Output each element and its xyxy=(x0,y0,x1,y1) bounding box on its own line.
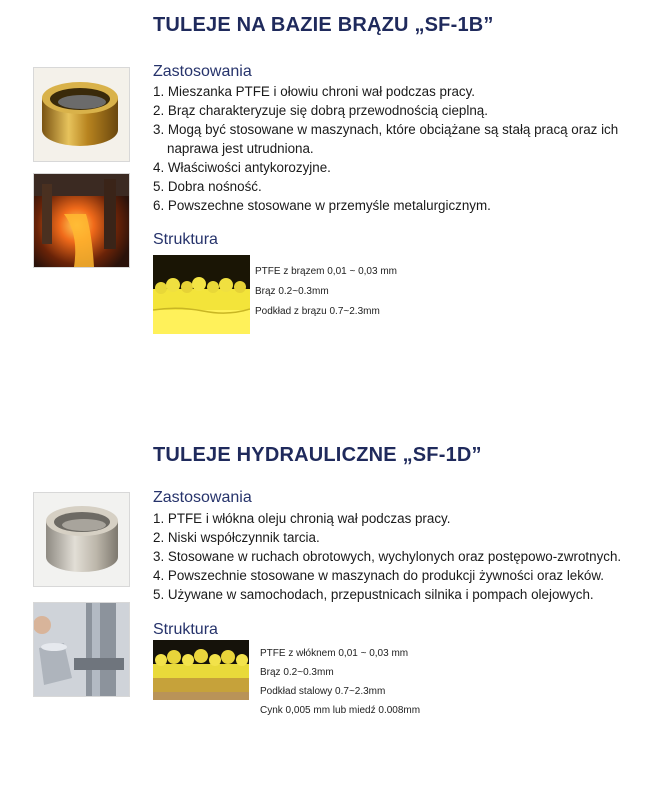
layer-label: PTFE z brązem 0,01 ~ 0,03 mm xyxy=(255,266,397,277)
layer-label: Podkład z brązu 0.7~2.3mm xyxy=(255,306,380,317)
layer-label: Brąz 0.2~0.3mm xyxy=(255,286,329,297)
layer-label: Brąz 0.2~0.3mm xyxy=(260,667,334,678)
section1-structure-heading: Struktura xyxy=(153,231,218,248)
section1-applications-heading: Zastosowania xyxy=(153,63,252,80)
section2-applications-list xyxy=(153,509,653,604)
list-item: 3. Mogą być stosowane w maszynach, które obciążane są stałą pracą oraz ich naprawa jest utrudniona. xyxy=(153,122,619,156)
section1-applications-list xyxy=(153,82,653,215)
section2-applications-heading: Zastosowania xyxy=(153,489,252,506)
list-item: 2. Brąz charakteryzuje się dobrą przewodnością cieplną. xyxy=(153,103,488,118)
list-item: 4. Powszechnie stosowane w maszynach do produkcji żywności oraz leków. xyxy=(153,568,605,583)
foundry-photo xyxy=(33,173,130,268)
list-item: 1. PTFE i włókna oleju chronią wał podczas pracy. xyxy=(153,511,451,526)
section1-title: TULEJE NA BAZIE BRĄZU „SF-1B” xyxy=(153,14,494,36)
bronze-structure-image xyxy=(153,255,250,334)
section2-structure-labels xyxy=(260,648,420,724)
list-item: 5. Dobra nośność. xyxy=(153,179,262,194)
layer-label: Podkład stalowy 0.7~2.3mm xyxy=(260,686,386,697)
bronze-bushing-photo xyxy=(33,67,130,162)
list-item: 5. Używane w samochodach, przepustnicach silnika i pompach olejowych. xyxy=(153,587,594,602)
layer-label: PTFE z włóknem 0,01 ~ 0,03 mm xyxy=(260,648,409,659)
steel-bushing-photo xyxy=(33,492,130,587)
list-item: 4. Właściwości antykorozyjne. xyxy=(153,160,331,175)
section2-title: TULEJE HYDRAULICZNE „SF-1D” xyxy=(153,444,482,466)
section2-structure-heading: Struktura xyxy=(153,621,218,638)
list-item: 1. Mieszanka PTFE i ołowiu chroni wał podczas pracy. xyxy=(153,84,476,99)
layer-label: Cynk 0,005 mm lub miedź 0.008mm xyxy=(260,705,421,716)
steel-structure-image xyxy=(153,640,249,700)
hydraulic-machine-photo xyxy=(33,602,130,697)
list-item: 6. Powszechne stosowane w przemyśle metalurgicznym. xyxy=(153,198,491,213)
list-item: 3. Stosowane w ruchach obrotowych, wychylonych oraz postępowo-zwrotnych. xyxy=(153,549,622,564)
section1-structure-labels xyxy=(255,266,397,326)
list-item: 2. Niski współczynnik tarcia. xyxy=(153,530,320,545)
